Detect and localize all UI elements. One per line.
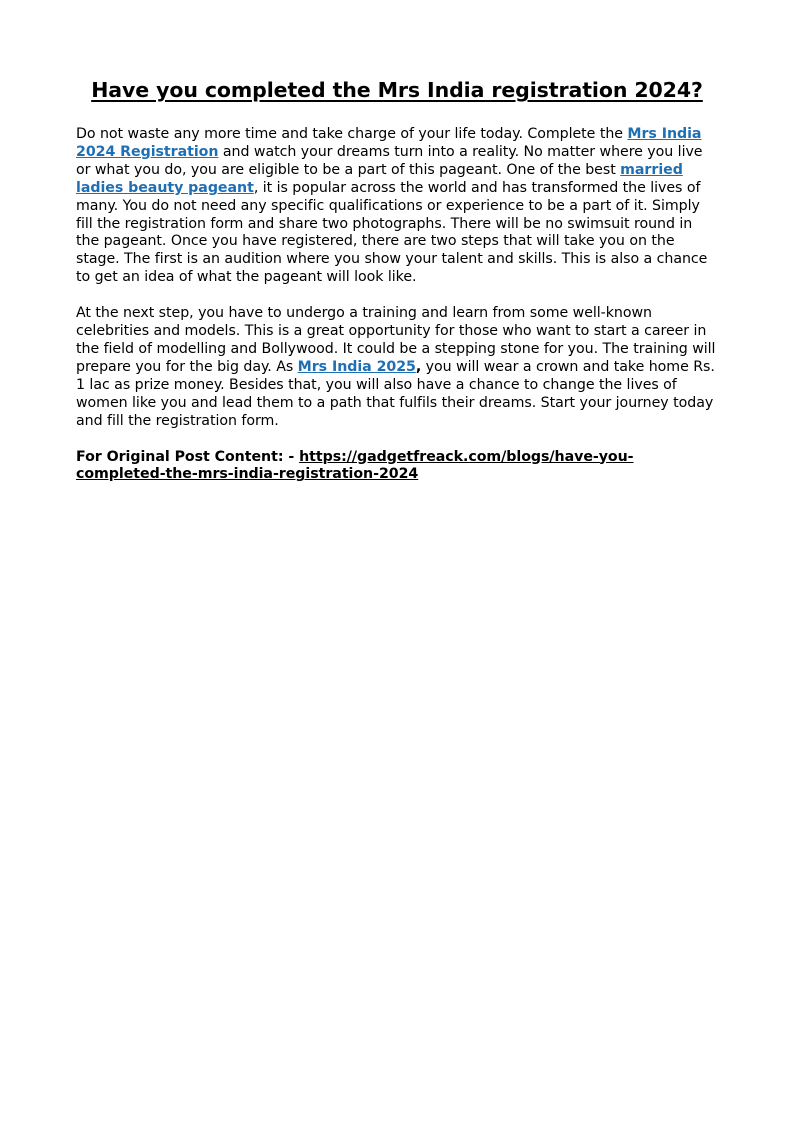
paragraph-text: you will wear a crown and take home Rs. 1 lac as prize money. Besides that, you will also have a chance to change the lives of women like you and lead them to a path that fulfils their dreams. Start your journey today and fill the registration form.: [76, 358, 715, 429]
paragraph-text: , it is popular across the world and has transformed the lives of many. You do not need any specific qualifications or experience to be a part of it. Simply fill the registration form and share two photographs. There will be no swimsuit round in the pageant. Once you have registered, there are two steps that will take you on the stage. The first is an audition where you show your talent and skills. This is also a chance to get an idea of what the pageant will look like.: [76, 179, 708, 286]
original-post-link[interactable]: https://gadgetfreack.com/blogs/have-you-completed-the-mrs-india-registration-2024: [76, 448, 634, 483]
married-ladies-beauty-pageant-link[interactable]: married ladies beauty pageant: [76, 161, 683, 196]
source-paragraph: [76, 449, 718, 485]
document-page: [76, 76, 718, 502]
bold-comma: ,: [415, 358, 422, 375]
page-title: Have you completed the Mrs India registration 2024?: [91, 78, 703, 102]
paragraph-text: At the next step, you have to undergo a training and learn from some well-known celebrities and models. This is a great opportunity for those who want to start a career in the field of modelling and Bollywood. It could be a stepping stone for you. The training will prepare you for the big day. As: [76, 305, 716, 375]
paragraph-text: and watch your dreams turn into a reality. No matter where you live or what you do, you are eligible to be a part of this pageant. One of the best: [76, 143, 703, 178]
training-paragraph: [76, 305, 718, 430]
intro-paragraph: [76, 126, 718, 287]
mrs-india-2025-link[interactable]: Mrs India 2025: [297, 358, 416, 375]
source-label: For Original Post Content: -: [76, 448, 300, 465]
mrs-india-2024-registration-link[interactable]: Mrs India 2024 Registration: [76, 126, 702, 160]
paragraph-text: Do not waste any more time and take charge of your life today. Complete the: [76, 126, 628, 142]
